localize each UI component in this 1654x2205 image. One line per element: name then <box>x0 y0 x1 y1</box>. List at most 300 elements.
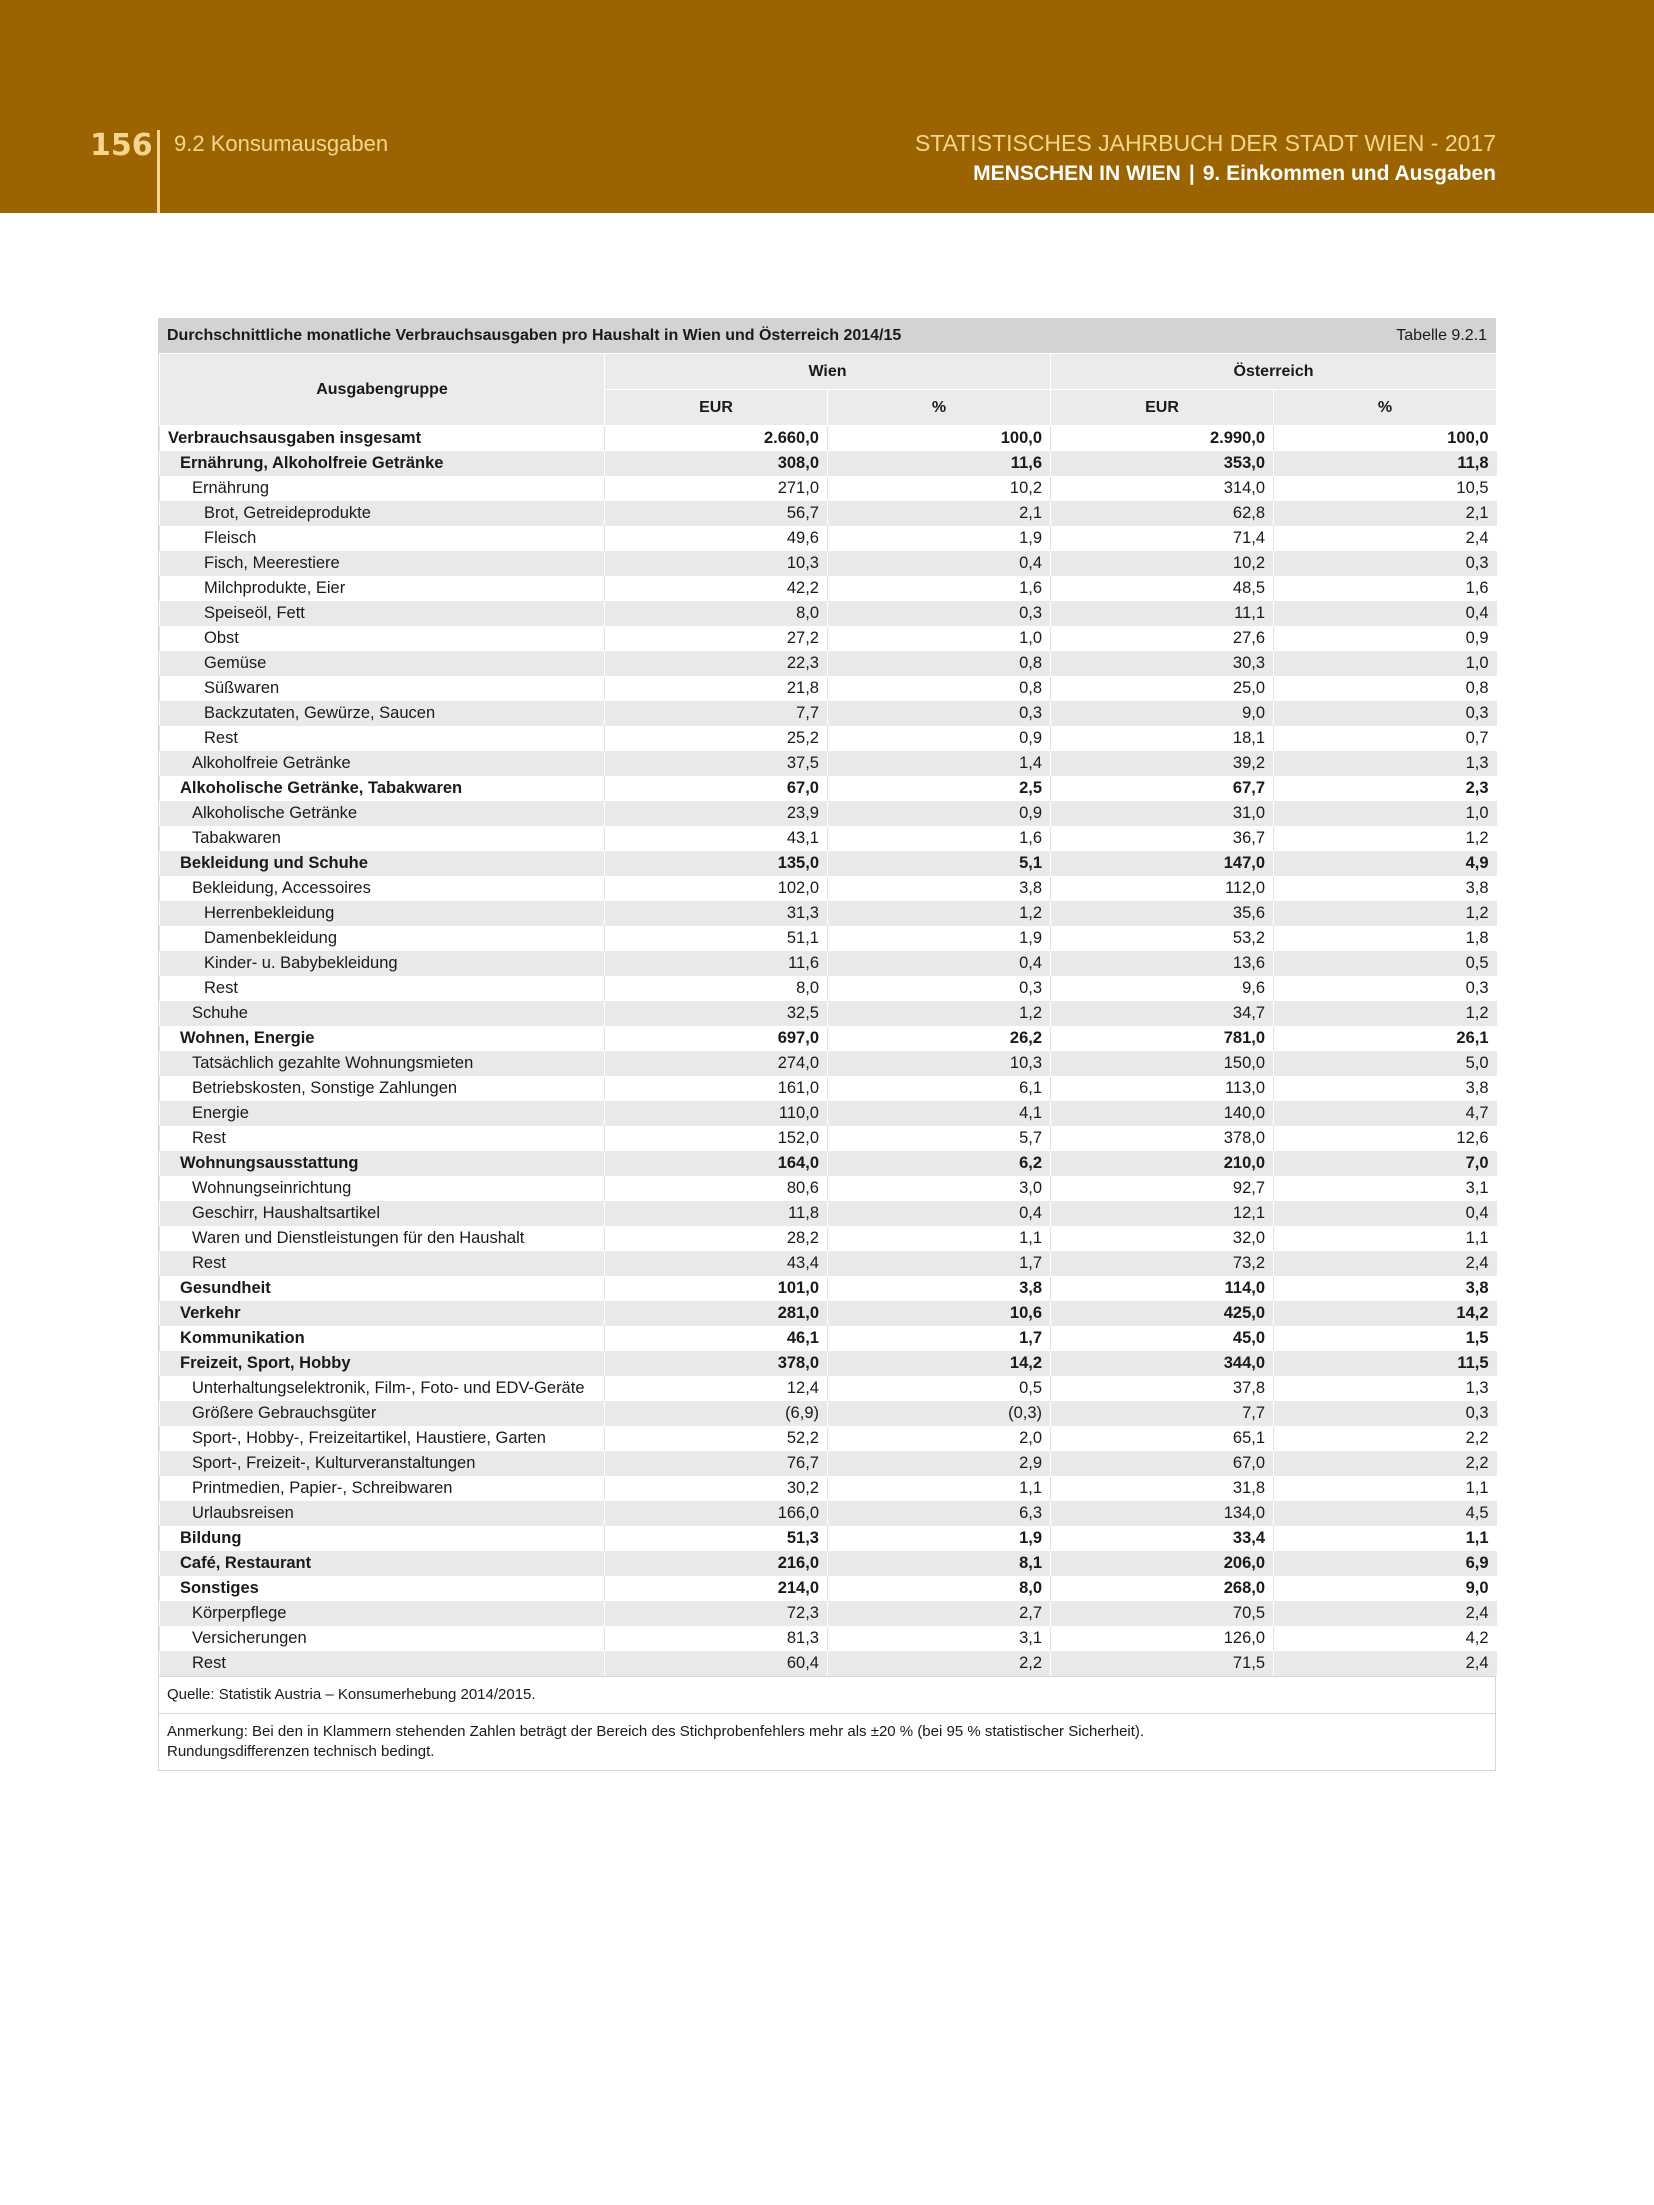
header-oesterreich-pct: % <box>1274 390 1497 426</box>
row-label: Sport-, Hobby-, Freizeitartikel, Haustiere, Garten <box>160 1426 605 1451</box>
oesterreich-eur-cell: 48,5 <box>1051 576 1274 601</box>
table-row <box>160 601 1497 626</box>
wien-pct-cell: 1,6 <box>828 826 1051 851</box>
row-label: Größere Gebrauchsgüter <box>160 1401 605 1426</box>
row-label: Brot, Getreideprodukte <box>160 501 605 526</box>
wien-eur-cell: 161,0 <box>605 1076 828 1101</box>
row-label: Schuhe <box>160 1001 605 1026</box>
oesterreich-pct-cell: 100,0 <box>1274 426 1497 452</box>
wien-eur-cell: 378,0 <box>605 1351 828 1376</box>
oesterreich-pct-cell: 0,9 <box>1274 626 1497 651</box>
table-row <box>160 1376 1497 1401</box>
row-label: Alkoholische Getränke, Tabakwaren <box>160 776 605 801</box>
wien-eur-cell: 67,0 <box>605 776 828 801</box>
oesterreich-eur-cell: 37,8 <box>1051 1376 1274 1401</box>
oesterreich-eur-cell: 92,7 <box>1051 1176 1274 1201</box>
wien-eur-cell: 164,0 <box>605 1151 828 1176</box>
table-row <box>160 1251 1497 1276</box>
wien-eur-cell: 51,1 <box>605 926 828 951</box>
wien-pct-cell: 0,4 <box>828 551 1051 576</box>
oesterreich-pct-cell: 1,3 <box>1274 1376 1497 1401</box>
wien-eur-cell: 81,3 <box>605 1626 828 1651</box>
table-row <box>160 1551 1497 1576</box>
oesterreich-pct-cell: 0,3 <box>1274 551 1497 576</box>
oesterreich-eur-cell: 134,0 <box>1051 1501 1274 1526</box>
row-label: Bekleidung und Schuhe <box>160 851 605 876</box>
oesterreich-eur-cell: 13,6 <box>1051 951 1274 976</box>
oesterreich-eur-cell: 27,6 <box>1051 626 1274 651</box>
table-row <box>160 851 1497 876</box>
wien-eur-cell: 308,0 <box>605 451 828 476</box>
table-row <box>160 1401 1497 1426</box>
row-label: Milchprodukte, Eier <box>160 576 605 601</box>
wien-eur-cell: 11,8 <box>605 1201 828 1226</box>
data-table <box>159 353 1497 1676</box>
oesterreich-pct-cell: 11,8 <box>1274 451 1497 476</box>
wien-pct-cell: 1,9 <box>828 1526 1051 1551</box>
row-label: Betriebskosten, Sonstige Zahlungen <box>160 1076 605 1101</box>
wien-pct-cell: 6,2 <box>828 1151 1051 1176</box>
wien-pct-cell: 2,5 <box>828 776 1051 801</box>
table-row <box>160 1201 1497 1226</box>
wien-eur-cell: 76,7 <box>605 1451 828 1476</box>
table-row <box>160 1276 1497 1301</box>
table-row <box>160 1176 1497 1201</box>
table-row <box>160 1651 1497 1676</box>
wien-pct-cell: 6,1 <box>828 1076 1051 1101</box>
oesterreich-eur-cell: 70,5 <box>1051 1601 1274 1626</box>
wien-eur-cell: 27,2 <box>605 626 828 651</box>
oesterreich-pct-cell: 1,0 <box>1274 801 1497 826</box>
note-rounding-text: Rundungsdifferenzen technisch bedingt. <box>167 1743 435 1760</box>
row-label: Energie <box>160 1101 605 1126</box>
table-row <box>160 801 1497 826</box>
wien-pct-cell: 0,4 <box>828 951 1051 976</box>
oesterreich-eur-cell: 45,0 <box>1051 1326 1274 1351</box>
row-label: Rest <box>160 726 605 751</box>
wien-eur-cell: 37,5 <box>605 751 828 776</box>
yearbook-title: STATISTISCHES JAHRBUCH DER STADT WIEN - 2017 <box>914 130 1496 156</box>
table-row <box>160 1451 1497 1476</box>
oesterreich-eur-cell: 126,0 <box>1051 1626 1274 1651</box>
wien-eur-cell: 60,4 <box>605 1651 828 1676</box>
row-label: Backzutaten, Gewürze, Saucen <box>160 701 605 726</box>
wien-pct-cell: 8,1 <box>828 1551 1051 1576</box>
section-title: 9.2 Konsumausgaben <box>174 131 389 156</box>
oesterreich-eur-cell: 25,0 <box>1051 676 1274 701</box>
table-header <box>160 354 1497 426</box>
row-label: Herrenbekleidung <box>160 901 605 926</box>
oesterreich-eur-cell: 32,0 <box>1051 1226 1274 1251</box>
table-row <box>160 551 1497 576</box>
oesterreich-pct-cell: 3,8 <box>1274 1076 1497 1101</box>
oesterreich-eur-cell: 67,7 <box>1051 776 1274 801</box>
table-row <box>160 1301 1497 1326</box>
oesterreich-eur-cell: 314,0 <box>1051 476 1274 501</box>
chapter-separator: | <box>1188 162 1195 185</box>
row-label: Versicherungen <box>160 1626 605 1651</box>
table-row <box>160 501 1497 526</box>
table-row <box>160 876 1497 901</box>
table-row <box>160 926 1497 951</box>
oesterreich-eur-cell: 10,2 <box>1051 551 1274 576</box>
table-row <box>160 1151 1497 1176</box>
wien-pct-cell: 1,4 <box>828 751 1051 776</box>
oesterreich-eur-cell: 30,3 <box>1051 651 1274 676</box>
wien-eur-cell: 166,0 <box>605 1501 828 1526</box>
table-row <box>160 726 1497 751</box>
oesterreich-eur-cell: 36,7 <box>1051 826 1274 851</box>
table-row <box>160 1526 1497 1551</box>
wien-eur-cell: 25,2 <box>605 726 828 751</box>
oesterreich-eur-cell: 114,0 <box>1051 1276 1274 1301</box>
wien-eur-cell: 21,8 <box>605 676 828 701</box>
chapter-right: 9. Einkommen und Ausgaben <box>1202 162 1496 185</box>
oesterreich-pct-cell: 0,3 <box>1274 701 1497 726</box>
table-row <box>160 1501 1497 1526</box>
row-label: Alkoholfreie Getränke <box>160 751 605 776</box>
table-row <box>160 626 1497 651</box>
row-label: Fisch, Meerestiere <box>160 551 605 576</box>
row-label: Tabakwaren <box>160 826 605 851</box>
oesterreich-pct-cell: 4,9 <box>1274 851 1497 876</box>
row-label: Bildung <box>160 1526 605 1551</box>
row-label: Wohnungseinrichtung <box>160 1176 605 1201</box>
row-label: Fleisch <box>160 526 605 551</box>
chapter-left: MENSCHEN IN WIEN <box>973 162 1181 185</box>
oesterreich-eur-cell: 71,4 <box>1051 526 1274 551</box>
header-wien: Wien <box>605 354 1051 390</box>
wien-pct-cell: 14,2 <box>828 1351 1051 1376</box>
wien-eur-cell: 10,3 <box>605 551 828 576</box>
header-ausgabengruppe: Ausgabengruppe <box>160 354 605 426</box>
wien-pct-cell: 2,0 <box>828 1426 1051 1451</box>
table-row <box>160 1351 1497 1376</box>
table-number: Tabelle 9.2.1 <box>1396 327 1487 344</box>
table-row <box>160 776 1497 801</box>
row-label: Rest <box>160 1251 605 1276</box>
wien-eur-cell: 216,0 <box>605 1551 828 1576</box>
wien-pct-cell: 100,0 <box>828 426 1051 452</box>
wien-eur-cell: 28,2 <box>605 1226 828 1251</box>
oesterreich-eur-cell: 140,0 <box>1051 1101 1274 1126</box>
oesterreich-pct-cell: 1,2 <box>1274 901 1497 926</box>
wien-pct-cell: 26,2 <box>828 1026 1051 1051</box>
wien-pct-cell: 11,6 <box>828 451 1051 476</box>
oesterreich-pct-cell: 2,4 <box>1274 1601 1497 1626</box>
oesterreich-pct-cell: 0,5 <box>1274 951 1497 976</box>
oesterreich-pct-cell: 1,6 <box>1274 576 1497 601</box>
wien-eur-cell: 8,0 <box>605 976 828 1001</box>
row-label: Urlaubsreisen <box>160 1501 605 1526</box>
oesterreich-eur-cell: 210,0 <box>1051 1151 1274 1176</box>
table-row <box>160 1001 1497 1026</box>
table-row <box>160 976 1497 1001</box>
table-title: Durchschnittliche monatliche Verbrauchsausgaben pro Haushalt in Wien und Österreich 2014/15 <box>167 327 902 344</box>
oesterreich-pct-cell: 0,4 <box>1274 1201 1497 1226</box>
oesterreich-pct-cell: 5,0 <box>1274 1051 1497 1076</box>
wien-pct-cell: 1,7 <box>828 1251 1051 1276</box>
wien-eur-cell: 43,1 <box>605 826 828 851</box>
table-row <box>160 1076 1497 1101</box>
table-source <box>159 1676 1495 1713</box>
oesterreich-pct-cell: 0,7 <box>1274 726 1497 751</box>
wien-pct-cell: 0,8 <box>828 676 1051 701</box>
note-text: Anmerkung: Bei den in Klammern stehenden Zahlen beträgt der Bereich des Stichprobenfehlers mehr als ±20 % (bei 95 % statistischer Sicherheit). <box>167 1723 1145 1740</box>
oesterreich-eur-cell: 33,4 <box>1051 1526 1274 1551</box>
oesterreich-eur-cell: 31,0 <box>1051 801 1274 826</box>
row-label: Ernährung <box>160 476 605 501</box>
wien-pct-cell: 5,1 <box>828 851 1051 876</box>
table-row <box>160 901 1497 926</box>
wien-pct-cell: 3,8 <box>828 876 1051 901</box>
oesterreich-eur-cell: 11,1 <box>1051 601 1274 626</box>
table-row <box>160 826 1497 851</box>
oesterreich-eur-cell: 2.990,0 <box>1051 426 1274 452</box>
header-wien-pct: % <box>828 390 1051 426</box>
header-oesterreich-eur: EUR <box>1051 390 1274 426</box>
oesterreich-eur-cell: 9,0 <box>1051 701 1274 726</box>
row-label: Rest <box>160 976 605 1001</box>
oesterreich-eur-cell: 344,0 <box>1051 1351 1274 1376</box>
oesterreich-pct-cell: 0,8 <box>1274 676 1497 701</box>
oesterreich-pct-cell: 4,2 <box>1274 1626 1497 1651</box>
wien-pct-cell: 8,0 <box>828 1576 1051 1601</box>
row-label: Geschirr, Haushaltsartikel <box>160 1201 605 1226</box>
oesterreich-eur-cell: 53,2 <box>1051 926 1274 951</box>
oesterreich-eur-cell: 67,0 <box>1051 1451 1274 1476</box>
wien-pct-cell: 0,4 <box>828 1201 1051 1226</box>
oesterreich-eur-cell: 9,6 <box>1051 976 1274 1001</box>
wien-eur-cell: 7,7 <box>605 701 828 726</box>
oesterreich-eur-cell: 425,0 <box>1051 1301 1274 1326</box>
wien-pct-cell: 5,7 <box>828 1126 1051 1151</box>
oesterreich-pct-cell: 1,3 <box>1274 751 1497 776</box>
oesterreich-eur-cell: 113,0 <box>1051 1076 1274 1101</box>
wien-eur-cell: 56,7 <box>605 501 828 526</box>
wien-pct-cell: 1,9 <box>828 926 1051 951</box>
oesterreich-pct-cell: 1,1 <box>1274 1476 1497 1501</box>
oesterreich-pct-cell: 0,3 <box>1274 976 1497 1001</box>
row-label: Wohnungsausstattung <box>160 1151 605 1176</box>
table-row <box>160 476 1497 501</box>
wien-pct-cell: 1,2 <box>828 1001 1051 1026</box>
table-row <box>160 1026 1497 1051</box>
wien-pct-cell: 3,8 <box>828 1276 1051 1301</box>
oesterreich-eur-cell: 31,8 <box>1051 1476 1274 1501</box>
row-label: Gemüse <box>160 651 605 676</box>
row-label: Bekleidung, Accessoires <box>160 876 605 901</box>
oesterreich-eur-cell: 62,8 <box>1051 501 1274 526</box>
table-row <box>160 526 1497 551</box>
header-divider <box>157 130 160 213</box>
wien-pct-cell: 4,1 <box>828 1101 1051 1126</box>
page-number: 156 <box>90 128 153 163</box>
wien-pct-cell: 0,3 <box>828 601 1051 626</box>
wien-eur-cell: 8,0 <box>605 601 828 626</box>
oesterreich-pct-cell: 3,8 <box>1274 1276 1497 1301</box>
table-row <box>160 1051 1497 1076</box>
wien-pct-cell: 1,2 <box>828 901 1051 926</box>
oesterreich-eur-cell: 268,0 <box>1051 1576 1274 1601</box>
wien-pct-cell: 1,7 <box>828 1326 1051 1351</box>
row-label: Printmedien, Papier-, Schreibwaren <box>160 1476 605 1501</box>
oesterreich-eur-cell: 7,7 <box>1051 1401 1274 1426</box>
table-caption <box>159 319 1495 353</box>
wien-eur-cell: 12,4 <box>605 1376 828 1401</box>
wien-pct-cell: 6,3 <box>828 1501 1051 1526</box>
table-row <box>160 1101 1497 1126</box>
table-row <box>160 651 1497 676</box>
wien-eur-cell: 31,3 <box>605 901 828 926</box>
wien-eur-cell: 42,2 <box>605 576 828 601</box>
chapter-title <box>973 162 1496 186</box>
wien-eur-cell: 102,0 <box>605 876 828 901</box>
row-label: Café, Restaurant <box>160 1551 605 1576</box>
row-label: Waren und Dienstleistungen für den Haushalt <box>160 1226 605 1251</box>
wien-pct-cell: 10,2 <box>828 476 1051 501</box>
wien-pct-cell: 1,1 <box>828 1226 1051 1251</box>
wien-eur-cell: 11,6 <box>605 951 828 976</box>
oesterreich-pct-cell: 26,1 <box>1274 1026 1497 1051</box>
oesterreich-eur-cell: 65,1 <box>1051 1426 1274 1451</box>
wien-eur-cell: (6,9) <box>605 1401 828 1426</box>
row-label: Damenbekleidung <box>160 926 605 951</box>
table-row <box>160 1426 1497 1451</box>
row-label: Tatsächlich gezahlte Wohnungsmieten <box>160 1051 605 1076</box>
wien-pct-cell: 0,9 <box>828 726 1051 751</box>
oesterreich-pct-cell: 3,8 <box>1274 876 1497 901</box>
oesterreich-pct-cell: 1,8 <box>1274 926 1497 951</box>
oesterreich-eur-cell: 35,6 <box>1051 901 1274 926</box>
wien-eur-cell: 2.660,0 <box>605 426 828 452</box>
wien-eur-cell: 80,6 <box>605 1176 828 1201</box>
oesterreich-pct-cell: 6,9 <box>1274 1551 1497 1576</box>
table-row <box>160 576 1497 601</box>
oesterreich-eur-cell: 73,2 <box>1051 1251 1274 1276</box>
row-label: Unterhaltungselektronik, Film-, Foto- und EDV-Geräte <box>160 1376 605 1401</box>
row-label: Rest <box>160 1126 605 1151</box>
oesterreich-pct-cell: 2,4 <box>1274 526 1497 551</box>
row-label: Kommunikation <box>160 1326 605 1351</box>
wien-pct-cell: 2,2 <box>828 1651 1051 1676</box>
oesterreich-pct-cell: 1,1 <box>1274 1526 1497 1551</box>
row-label: Ernährung, Alkoholfreie Getränke <box>160 451 605 476</box>
source-text: Quelle: Statistik Austria – Konsumerhebung 2014/2015. <box>167 1686 536 1703</box>
header-wien-eur: EUR <box>605 390 828 426</box>
oesterreich-pct-cell: 3,1 <box>1274 1176 1497 1201</box>
oesterreich-pct-cell: 1,2 <box>1274 826 1497 851</box>
oesterreich-eur-cell: 12,1 <box>1051 1201 1274 1226</box>
wien-pct-cell: 2,1 <box>828 501 1051 526</box>
wien-pct-cell: 1,0 <box>828 626 1051 651</box>
row-label: Freizeit, Sport, Hobby <box>160 1351 605 1376</box>
oesterreich-pct-cell: 2,4 <box>1274 1651 1497 1676</box>
oesterreich-eur-cell: 150,0 <box>1051 1051 1274 1076</box>
wien-pct-cell: 0,3 <box>828 701 1051 726</box>
oesterreich-eur-cell: 71,5 <box>1051 1651 1274 1676</box>
oesterreich-eur-cell: 353,0 <box>1051 451 1274 476</box>
wien-eur-cell: 51,3 <box>605 1526 828 1551</box>
wien-pct-cell: (0,3) <box>828 1401 1051 1426</box>
oesterreich-pct-cell: 2,3 <box>1274 776 1497 801</box>
wien-pct-cell: 0,3 <box>828 976 1051 1001</box>
header-oesterreich: Österreich <box>1051 354 1497 390</box>
row-label: Verkehr <box>160 1301 605 1326</box>
wien-pct-cell: 10,3 <box>828 1051 1051 1076</box>
oesterreich-pct-cell: 2,4 <box>1274 1251 1497 1276</box>
wien-pct-cell: 1,9 <box>828 526 1051 551</box>
wien-pct-cell: 10,6 <box>828 1301 1051 1326</box>
oesterreich-pct-cell: 2,1 <box>1274 501 1497 526</box>
row-label: Sport-, Freizeit-, Kulturveranstaltungen <box>160 1451 605 1476</box>
oesterreich-pct-cell: 1,5 <box>1274 1326 1497 1351</box>
wien-eur-cell: 72,3 <box>605 1601 828 1626</box>
wien-eur-cell: 32,5 <box>605 1001 828 1026</box>
table-row <box>160 1576 1497 1601</box>
wien-eur-cell: 22,3 <box>605 651 828 676</box>
wien-pct-cell: 2,9 <box>828 1451 1051 1476</box>
wien-eur-cell: 274,0 <box>605 1051 828 1076</box>
wien-pct-cell: 0,8 <box>828 651 1051 676</box>
oesterreich-pct-cell: 1,2 <box>1274 1001 1497 1026</box>
oesterreich-pct-cell: 4,7 <box>1274 1101 1497 1126</box>
table-row <box>160 1326 1497 1351</box>
table-body <box>160 426 1497 1677</box>
wien-eur-cell: 46,1 <box>605 1326 828 1351</box>
table-row <box>160 751 1497 776</box>
oesterreich-pct-cell: 2,2 <box>1274 1426 1497 1451</box>
wien-pct-cell: 1,6 <box>828 576 1051 601</box>
wien-eur-cell: 271,0 <box>605 476 828 501</box>
wien-pct-cell: 2,7 <box>828 1601 1051 1626</box>
wien-eur-cell: 49,6 <box>605 526 828 551</box>
row-label: Rest <box>160 1651 605 1676</box>
wien-eur-cell: 135,0 <box>605 851 828 876</box>
table-row <box>160 951 1497 976</box>
table-row <box>160 451 1497 476</box>
row-label: Verbrauchsausgaben insgesamt <box>160 426 605 452</box>
wien-eur-cell: 101,0 <box>605 1276 828 1301</box>
table-row <box>160 676 1497 701</box>
oesterreich-pct-cell: 11,5 <box>1274 1351 1497 1376</box>
oesterreich-pct-cell: 12,6 <box>1274 1126 1497 1151</box>
table-row <box>160 1626 1497 1651</box>
wien-eur-cell: 214,0 <box>605 1576 828 1601</box>
oesterreich-pct-cell: 0,3 <box>1274 1401 1497 1426</box>
table-row <box>160 1226 1497 1251</box>
wien-eur-cell: 110,0 <box>605 1101 828 1126</box>
wien-pct-cell: 3,0 <box>828 1176 1051 1201</box>
oesterreich-eur-cell: 206,0 <box>1051 1551 1274 1576</box>
row-label: Gesundheit <box>160 1276 605 1301</box>
row-label: Körperpflege <box>160 1601 605 1626</box>
row-label: Sonstiges <box>160 1576 605 1601</box>
oesterreich-pct-cell: 0,4 <box>1274 601 1497 626</box>
oesterreich-eur-cell: 39,2 <box>1051 751 1274 776</box>
wien-eur-cell: 697,0 <box>605 1026 828 1051</box>
table-row <box>160 1476 1497 1501</box>
table-row <box>160 701 1497 726</box>
table-row <box>160 426 1497 452</box>
oesterreich-pct-cell: 14,2 <box>1274 1301 1497 1326</box>
oesterreich-pct-cell: 10,5 <box>1274 476 1497 501</box>
wien-eur-cell: 152,0 <box>605 1126 828 1151</box>
row-label: Süßwaren <box>160 676 605 701</box>
row-label: Alkoholische Getränke <box>160 801 605 826</box>
wien-pct-cell: 0,9 <box>828 801 1051 826</box>
oesterreich-eur-cell: 18,1 <box>1051 726 1274 751</box>
